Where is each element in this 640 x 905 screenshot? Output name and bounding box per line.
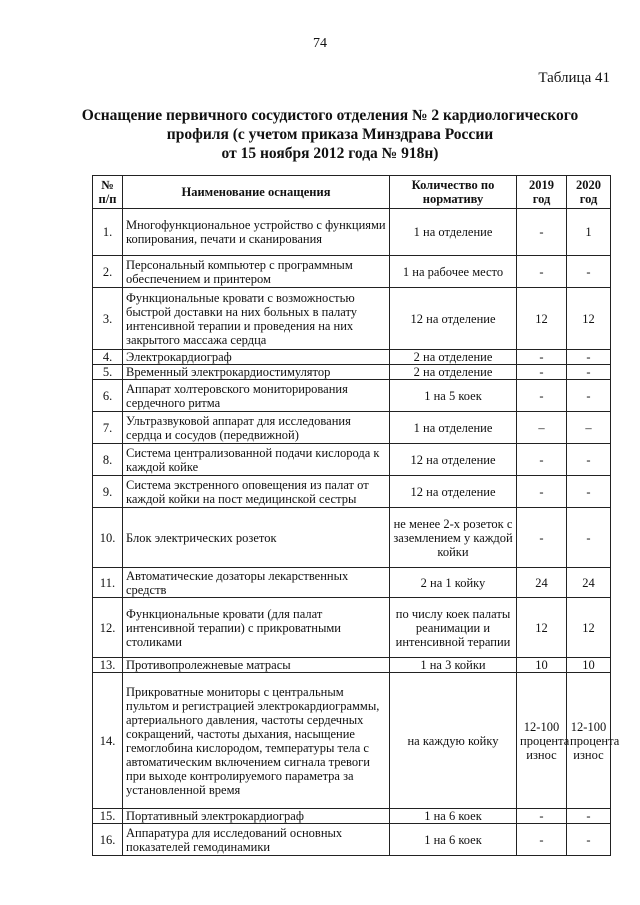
table-row bbox=[93, 476, 611, 508]
row-name: Аппарат холтеровского мониторирования сердечного ритма bbox=[123, 380, 390, 412]
row-qty: 2 на 1 койку bbox=[390, 568, 517, 598]
table-row bbox=[93, 256, 611, 288]
row-2020: – bbox=[567, 412, 611, 444]
row-2019: - bbox=[517, 365, 567, 380]
row-2019: - bbox=[517, 256, 567, 288]
row-2019: 10 bbox=[517, 658, 567, 673]
table-row bbox=[93, 412, 611, 444]
header-2020: 2020 год bbox=[567, 176, 611, 209]
row-qty: 1 на 5 коек bbox=[390, 380, 517, 412]
row-qty: 12 на отделение bbox=[390, 288, 517, 350]
row-2019: – bbox=[517, 412, 567, 444]
row-num: 16. bbox=[93, 824, 123, 856]
row-name: Функциональные кровати (для палат интенсивной терапии) с прикроватными столиками bbox=[123, 598, 390, 658]
row-2019: - bbox=[517, 824, 567, 856]
table-row bbox=[93, 444, 611, 476]
row-2020: 24 bbox=[567, 568, 611, 598]
row-name: Временный электрокардиостимулятор bbox=[123, 365, 390, 380]
row-2019: - bbox=[517, 380, 567, 412]
row-qty: 2 на отделение bbox=[390, 365, 517, 380]
document-title bbox=[60, 106, 600, 163]
row-2020: 10 bbox=[567, 658, 611, 673]
row-2020: - bbox=[567, 256, 611, 288]
row-name: Электрокардиограф bbox=[123, 350, 390, 365]
row-2020: 12 bbox=[567, 598, 611, 658]
table-row bbox=[93, 380, 611, 412]
row-num: 2. bbox=[93, 256, 123, 288]
row-num: 3. bbox=[93, 288, 123, 350]
header-num: № п/п bbox=[93, 176, 123, 209]
row-num: 6. bbox=[93, 380, 123, 412]
row-name: Блок электрических розеток bbox=[123, 508, 390, 568]
row-qty: 1 на отделение bbox=[390, 412, 517, 444]
row-num: 5. bbox=[93, 365, 123, 380]
row-num: 1. bbox=[93, 209, 123, 256]
row-2019: 12-100 процента износ bbox=[517, 673, 567, 809]
row-2020: - bbox=[567, 824, 611, 856]
table-row bbox=[93, 350, 611, 365]
row-name: Многофункциональное устройство с функциями копирования, печати и сканирования bbox=[123, 209, 390, 256]
row-qty: 1 на рабочее место bbox=[390, 256, 517, 288]
table-row bbox=[93, 824, 611, 856]
row-num: 13. bbox=[93, 658, 123, 673]
row-num: 8. bbox=[93, 444, 123, 476]
row-2019: - bbox=[517, 350, 567, 365]
row-name: Функциональные кровати с возможностью быстрой доставки на них больных в палату интенсивной терапии и проведения на них закрытого массажа сердца bbox=[123, 288, 390, 350]
row-num: 10. bbox=[93, 508, 123, 568]
row-2019: - bbox=[517, 209, 567, 256]
title-line-2: профиля (с учетом приказа Минздрава России bbox=[166, 126, 494, 143]
row-qty: 1 на 6 коек bbox=[390, 809, 517, 824]
equipment-table bbox=[92, 175, 620, 856]
row-name: Прикроватные мониторы с центральным пультом и регистрацией электрокардиограммы, артериального давления, частоты сердечных сокращений, частоты дыхания, насыщение гемоглобина кислородом, температуры тела с автоматическим включением сигнала тревоги при выходе контролируемого параметра за установленной время bbox=[123, 673, 390, 809]
row-2019: - bbox=[517, 444, 567, 476]
row-qty: 2 на отделение bbox=[390, 350, 517, 365]
page-number: 74 bbox=[313, 36, 327, 51]
row-qty: 1 на 3 койки bbox=[390, 658, 517, 673]
row-num: 12. bbox=[93, 598, 123, 658]
row-2019: - bbox=[517, 476, 567, 508]
row-name: Персональный компьютер с программным обеспечением и принтером bbox=[123, 256, 390, 288]
row-2019: 12 bbox=[517, 288, 567, 350]
title-line-1: Оснащение первичного сосудистого отделения № 2 кардиологического bbox=[81, 107, 579, 124]
row-2020: - bbox=[567, 365, 611, 380]
table-header-row bbox=[93, 176, 611, 209]
row-name: Противопролежневые матрасы bbox=[123, 658, 390, 673]
row-num: 14. bbox=[93, 673, 123, 809]
row-name: Система централизованной подачи кислорода к каждой койке bbox=[123, 444, 390, 476]
header-name: Наименование оснащения bbox=[123, 176, 390, 209]
row-qty: 1 на 6 коек bbox=[390, 824, 517, 856]
row-2020: 12 bbox=[567, 288, 611, 350]
row-qty: 1 на отделение bbox=[390, 209, 517, 256]
title-line-3: от 15 ноября 2012 года № 918н) bbox=[221, 145, 439, 162]
row-2020: - bbox=[567, 444, 611, 476]
row-name: Ультразвуковой аппарат для исследования сердца и сосудов (передвижной) bbox=[123, 412, 390, 444]
table-row bbox=[93, 508, 611, 568]
header-2019: 2019 год bbox=[517, 176, 567, 209]
row-num: 7. bbox=[93, 412, 123, 444]
header-qty: Количество по нормативу bbox=[390, 176, 517, 209]
row-2020: - bbox=[567, 380, 611, 412]
table-row bbox=[93, 673, 611, 809]
table-row bbox=[93, 365, 611, 380]
row-2020: - bbox=[567, 809, 611, 824]
row-qty: на каждую койку bbox=[390, 673, 517, 809]
row-name: Портативный электрокардиограф bbox=[123, 809, 390, 824]
table-row bbox=[93, 209, 611, 256]
row-num: 4. bbox=[93, 350, 123, 365]
row-2020: - bbox=[567, 508, 611, 568]
row-num: 11. bbox=[93, 568, 123, 598]
row-num: 9. bbox=[93, 476, 123, 508]
row-2020: 1 bbox=[567, 209, 611, 256]
row-2019: - bbox=[517, 809, 567, 824]
row-2019: 12 bbox=[517, 598, 567, 658]
row-name: Автоматические дозаторы лекарственных средств bbox=[123, 568, 390, 598]
row-2020: - bbox=[567, 476, 611, 508]
row-2019: - bbox=[517, 508, 567, 568]
table-row bbox=[93, 809, 611, 824]
table-row bbox=[93, 568, 611, 598]
table-row bbox=[93, 288, 611, 350]
row-qty: 12 на отделение bbox=[390, 476, 517, 508]
table-label: Таблица 41 bbox=[538, 70, 610, 86]
row-num: 15. bbox=[93, 809, 123, 824]
table-row bbox=[93, 598, 611, 658]
row-qty: 12 на отделение bbox=[390, 444, 517, 476]
table-row bbox=[93, 658, 611, 673]
row-name: Аппаратура для исследований основных показателей гемодинамики bbox=[123, 824, 390, 856]
row-qty: не менее 2-х розеток с заземлением у каждой койки bbox=[390, 508, 517, 568]
row-2019: 24 bbox=[517, 568, 567, 598]
row-qty: по числу коек палаты реанимации и интенсивной терапии bbox=[390, 598, 517, 658]
row-2020: 12-100 процента износ bbox=[567, 673, 611, 809]
row-name: Система экстренного оповещения из палат от каждой койки на пост медицинской сестры bbox=[123, 476, 390, 508]
row-2020: - bbox=[567, 350, 611, 365]
